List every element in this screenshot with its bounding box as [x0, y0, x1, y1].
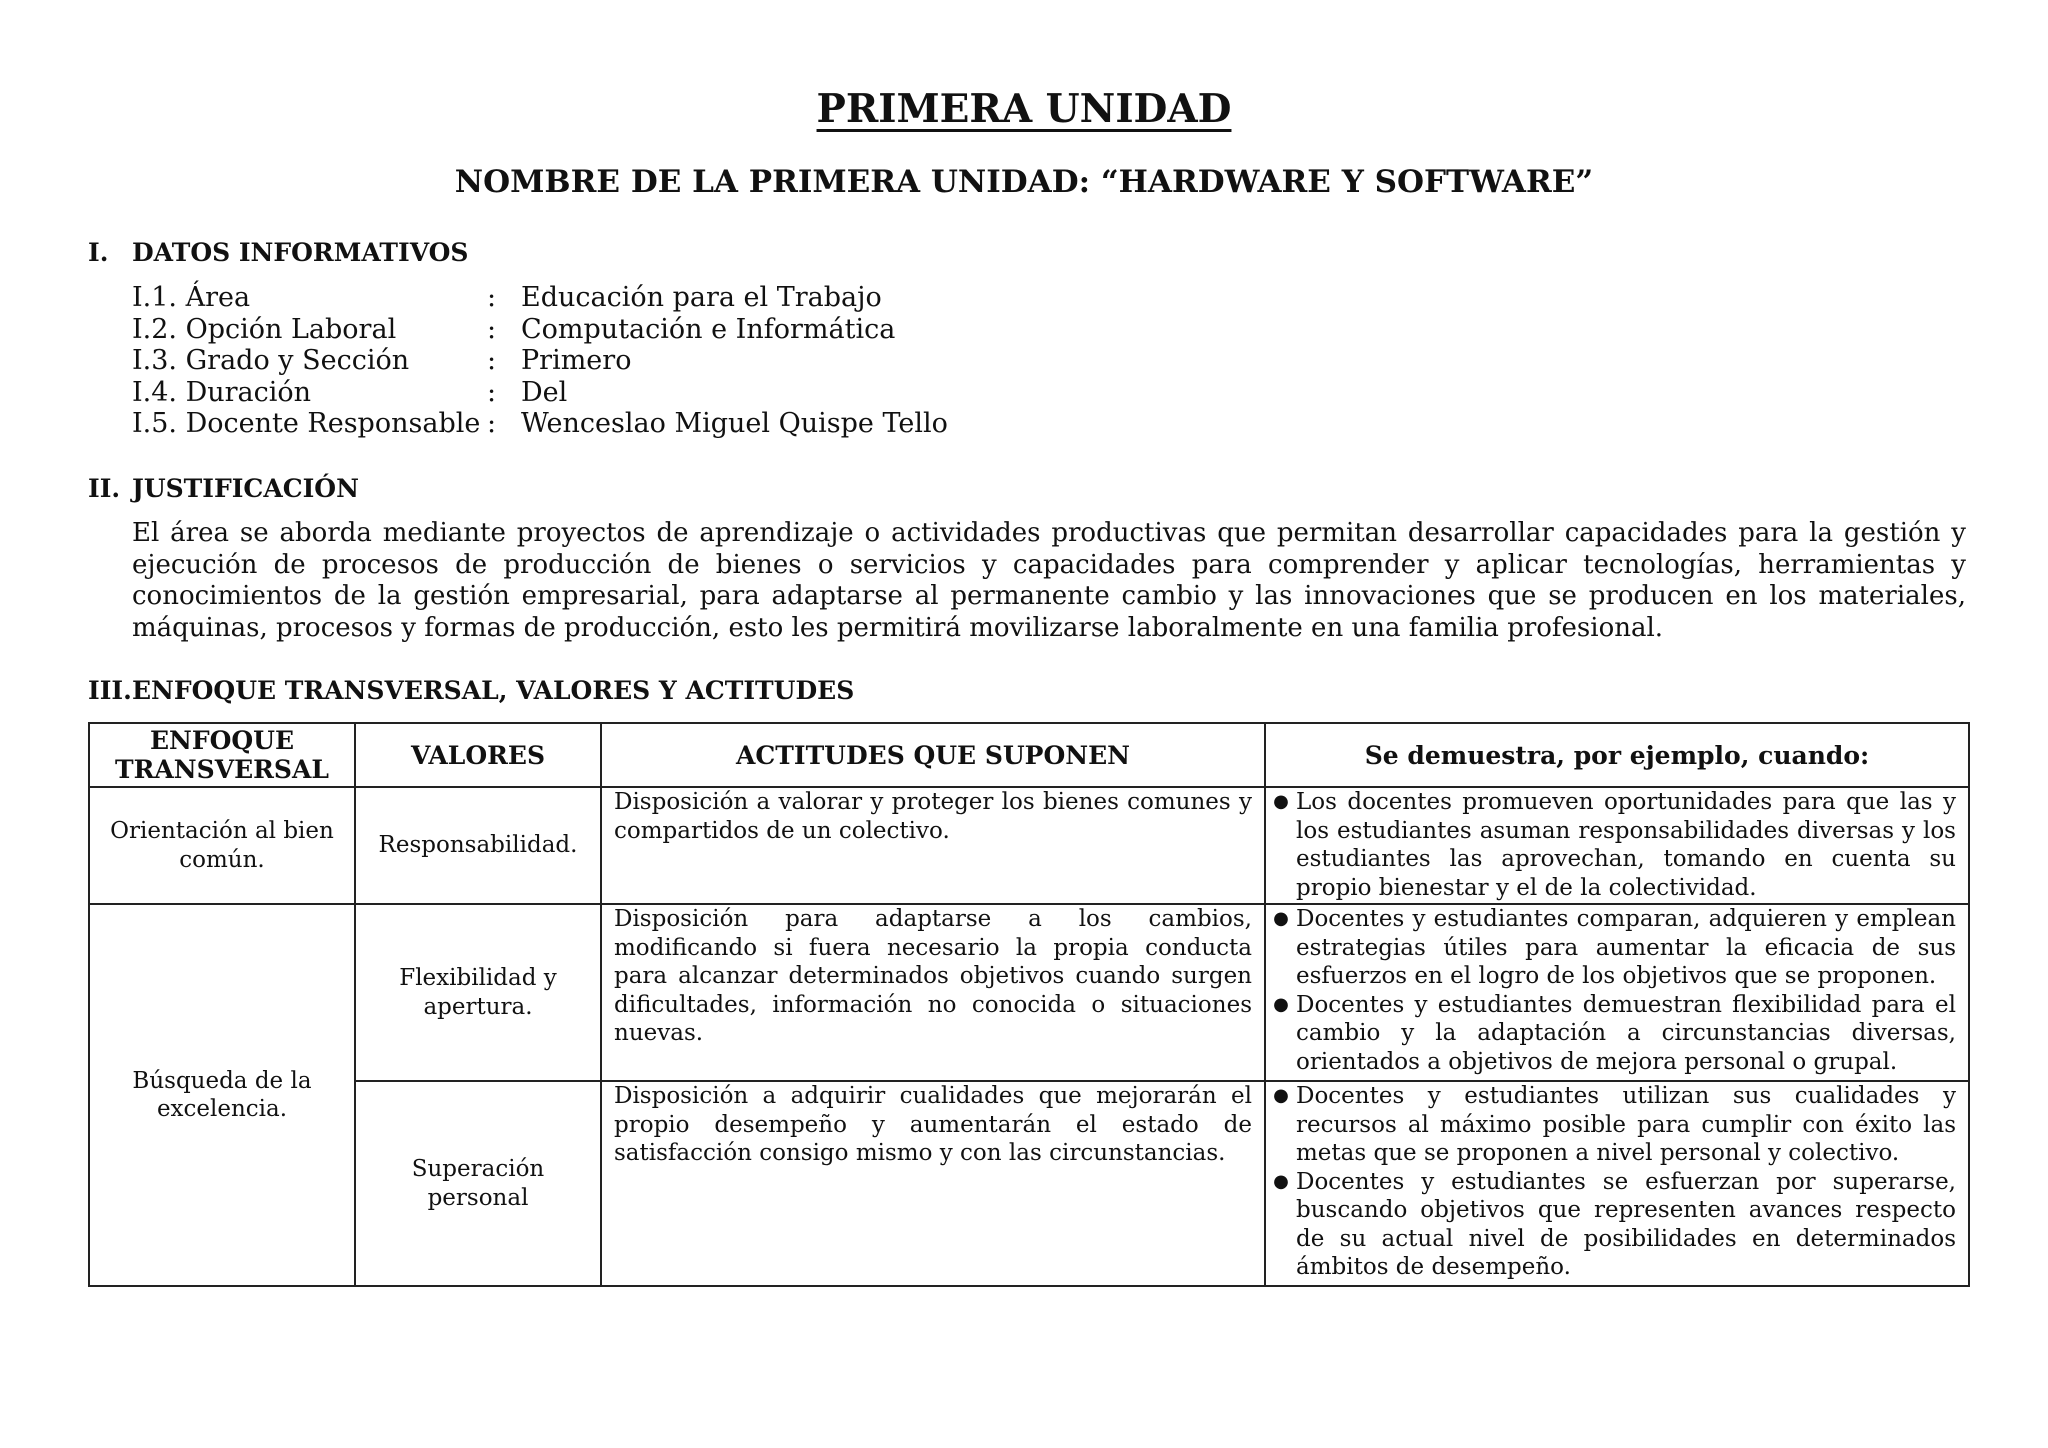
- table-row: [89, 1081, 1969, 1286]
- enfoque-cell: Orientación al bien común.: [89, 787, 355, 904]
- column-header-enfoque: ENFOQUE TRANSVERSAL: [89, 723, 355, 787]
- actitud-cell: Disposición para adaptarse a los cambios, modificando si fuera necesario la propia conducta para alcanzar determinados objetivos cuando surgen dificultades, información no conocida o situaciones nuevas.: [601, 904, 1265, 1081]
- bullet-text: Docentes y estudiantes demuestran flexibilidad para el cambio y la adaptación a circunstancias diversas, orientados a objetivos de mejora personal o grupal.: [1296, 991, 1956, 1075]
- info-row-opcion: [132, 314, 948, 346]
- column-header-valores: VALORES: [355, 723, 601, 787]
- info-label: I.2. Opción Laboral: [132, 313, 397, 345]
- info-row-docente: [132, 408, 948, 440]
- section-heading-datos: [88, 238, 469, 267]
- list-item: [1266, 991, 1956, 1077]
- section-number: II.: [88, 474, 121, 503]
- info-value: Primero: [521, 345, 632, 376]
- info-row-duracion: [132, 377, 948, 409]
- info-row-grado: [132, 345, 948, 377]
- justification-paragraph: El área se aborda mediante proyectos de aprendizaje o actividades productivas que permitan desarrollar capacidades para la gestión y ejecución de procesos de producción de bienes o servicios y capacidades para comprender y aplicar tecnologías, herramientas y conocimientos de la gestión empresarial, para adaptarse al permanente cambio y las innovaciones que se producen en los materiales, máquinas, procesos y formas de producción, esto les permitirá movilizarse laboralmente en una familia profesional.: [132, 518, 1966, 643]
- info-label: I.3. Grado y Sección: [132, 345, 410, 376]
- ejemplos-cell: [1265, 904, 1969, 1081]
- section-title: DATOS INFORMATIVOS: [132, 238, 469, 267]
- bullet-text: Docentes y estudiantes utilizan sus cualidades y recursos al máximo posible para cumplir con éxito las metas que se proponen a nivel personal y colectivo.: [1296, 1083, 1956, 1166]
- list-item: [1266, 905, 1956, 991]
- section-number: III.: [88, 676, 132, 705]
- info-label: I.5. Docente Responsable: [132, 408, 481, 439]
- table-row: [89, 787, 1969, 904]
- page-title: PRIMERA UNIDAD: [816, 86, 1232, 132]
- valor-cell: Responsabilidad.: [355, 787, 601, 904]
- info-label: I.1. Área: [132, 282, 251, 313]
- info-colon: :: [487, 376, 497, 408]
- info-colon: :: [487, 313, 497, 345]
- ejemplos-cell: [1265, 787, 1969, 904]
- list-item: [1266, 1168, 1956, 1282]
- bullet-icon: ●: [1273, 1170, 1289, 1192]
- valor-cell: Superación personal: [355, 1081, 601, 1286]
- section-heading-justificacion: [88, 474, 359, 503]
- info-colon: :: [487, 345, 497, 376]
- ejemplos-list: [1266, 1082, 1956, 1282]
- section-number: I.: [88, 238, 109, 267]
- info-value: Computación e Informática: [521, 313, 896, 345]
- ejemplos-list: [1266, 905, 1956, 1076]
- info-row-area: [132, 282, 948, 314]
- bullet-icon: ●: [1273, 1085, 1289, 1106]
- info-value: Educación para el Trabajo: [521, 282, 882, 313]
- unit-name-heading: NOMBRE DE LA PRIMERA UNIDAD: “HARDWARE Y SOFTWARE”: [454, 164, 1594, 200]
- section-heading-enfoque: [88, 676, 854, 705]
- info-value: Del: [521, 376, 568, 408]
- info-value: Wenceslao Miguel Quispe Tello: [521, 408, 948, 439]
- info-list: [132, 282, 948, 440]
- bullet-icon: ●: [1273, 791, 1289, 812]
- enfoque-cell: Búsqueda de la excelencia.: [89, 904, 355, 1286]
- list-item: [1266, 1082, 1956, 1168]
- column-header-actitudes: ACTITUDES QUE SUPONEN: [601, 723, 1265, 787]
- info-colon: :: [487, 282, 497, 313]
- section-title: JUSTIFICACIÓN: [132, 474, 359, 503]
- valor-cell: Flexibilidad y apertura.: [355, 904, 601, 1081]
- bullet-icon: ●: [1273, 908, 1289, 929]
- column-header-demuestra: Se demuestra, por ejemplo, cuando:: [1265, 723, 1969, 787]
- bullet-text: Los docentes promueven oportunidades para que las y los estudiantes asuman responsabilidades diversas y los estudiantes las aprovechan, tomando en cuenta su propio bienestar y el de la colectividad.: [1296, 789, 1956, 901]
- bullet-text: Docentes y estudiantes comparan, adquieren y emplean estrategias útiles para aumentar la eficacia de sus esfuerzos en el logro de los objetivos que se proponen.: [1296, 906, 1956, 989]
- list-item: [1266, 788, 1956, 902]
- actitud-cell: Disposición a adquirir cualidades que mejorarán el propio desempeño y aumentarán el estado de satisfacción consigo mismo y con las circunstancias.: [601, 1081, 1265, 1286]
- ejemplos-cell: [1265, 1081, 1969, 1286]
- actitud-cell: Disposición a valorar y proteger los bienes comunes y compartidos de un colectivo.: [601, 787, 1265, 904]
- table-header-row: [89, 723, 1969, 787]
- ejemplos-list: [1266, 788, 1956, 902]
- section-title: ENFOQUE TRANSVERSAL, VALORES Y ACTITUDES: [132, 676, 855, 705]
- bullet-icon: ●: [1273, 993, 1289, 1015]
- bullet-text: Docentes y estudiantes se esfuerzan por superarse, buscando objetivos que representen avances respecto de su actual nivel de posibilidades en determinados ámbitos de desempeño.: [1296, 1168, 1956, 1280]
- info-colon: :: [487, 408, 497, 439]
- info-label: I.4. Duración: [132, 376, 312, 408]
- values-table: [88, 722, 1970, 1287]
- table-row: [89, 904, 1969, 1081]
